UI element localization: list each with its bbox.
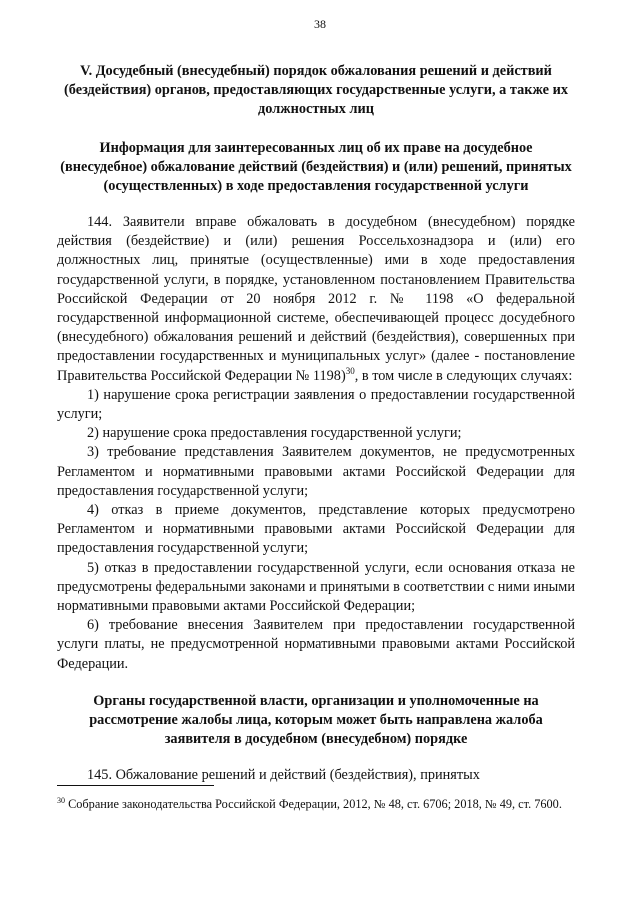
footnote-text: Собрание законодательства Российской Федерации, 2012, № 48, ст. 6706; 2018, № 49, ст. 7600. (68, 797, 562, 812)
footnote-reference[interactable]: 30 (345, 365, 355, 376)
subsection-title-authorities: Органы государственной власти, организации и уполномоченные на рассмотрение жалобы лица, которым может быть направлена жалоба заявителя в досудебном (внесудебном) порядке (89, 692, 543, 747)
footnote (57, 793, 575, 812)
footnote-divider (57, 785, 214, 786)
section-title: V. Досудебный (внесудебный) порядок обжалования решений и действий (бездействия) органов, предоставляющих государственные услуги, а также их должностных лиц (64, 63, 568, 117)
spacer (57, 674, 575, 692)
list-item-6: 6) требование внесения Заявителем при предоставлении государственной услуги платы, не предусмотренной нормативными правовыми актами Российской Федерации. (57, 617, 575, 672)
footnote-number: 30 (57, 796, 65, 805)
paragraph-145: 145. Обжалование решений и действий (бездействия), принятых (87, 766, 480, 783)
paragraph-144-text: 144. Заявители вправе обжаловать в досудебном (внесудебном) порядке действия (бездействие) и (или) решения Россельхознадзора и (или) его должностных лиц, принятые (осуществленные) ими в ходе предоставления государственной услуги, в порядке, установленном постановлением Правительства Российской Федерации от 20 ноября 2012 г. № 1198 «О федеральной государственной информационной системе, обеспечивающей процесс досудебного (внесудебного) обжалования решений и действий (бездействия), совершенных при предоставлении государственных и муниципальных услуг» (далее - постановление Правительства Российской Федерации № 1198) (57, 214, 575, 384)
paragraph-144-tail: , в том числе в следующих случаях: (354, 367, 573, 384)
page-number: 38 (314, 17, 326, 31)
paragraph-144 (57, 213, 575, 386)
subsection-title-rights: Информация для заинтересованных лиц об их праве на досудебное (внесудебное) обжалование действий (бездействия) и (или) решений, принятых (осуществленных) в ходе предоставления государственной услуги (60, 140, 572, 194)
list-item-2: 2) нарушение срока предоставления государственной услуги; (87, 425, 462, 442)
page-content (57, 62, 575, 785)
list-item-3: 3) требование представления Заявителем документов, не предусмотренных Регламентом и нормативными правовыми актами Российской Федерации для предоставления государственной услуги; (57, 444, 575, 499)
list-item-4: 4) отказ в приеме документов, представление которых предусмотрено Регламентом и нормативными правовыми актами Российской Федерации для предоставления государственной услуги; (57, 502, 575, 557)
list-item-1: 1) нарушение срока регистрации заявления о предоставлении государственной услуги; (57, 386, 575, 423)
list-item-5: 5) отказ в предоставлении государственной услуги, если основания отказа не предусмотрены федеральными законами и принятыми в соответствии с ними иными нормативными правовыми актами Российской Федерации; (57, 559, 575, 615)
